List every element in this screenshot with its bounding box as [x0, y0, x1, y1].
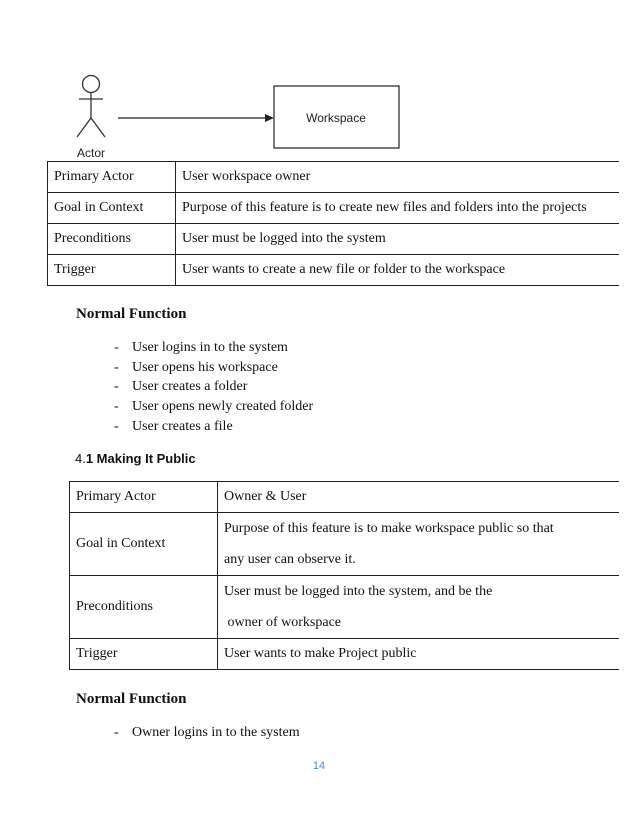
- section-number: 4.: [75, 451, 86, 466]
- table-row: [70, 639, 620, 670]
- list-item: - User creates a folder: [114, 379, 248, 395]
- table-row: [48, 224, 620, 255]
- use-case-table-make-public: [69, 481, 619, 670]
- table-row: [70, 576, 620, 639]
- table-row: [48, 255, 620, 286]
- use-case-table-create-files: [47, 161, 619, 286]
- normal-function-list: [114, 338, 313, 437]
- list-item: - User creates a file: [114, 418, 233, 434]
- table-cell-value: Purpose of this feature is to make workspace public so that any user can observe it.: [218, 513, 620, 576]
- table-cell-label: Goal in Context: [70, 513, 218, 576]
- list-item: - User opens his workspace: [114, 359, 278, 375]
- workspace-label: Workspace: [306, 111, 366, 125]
- table-cell-label: Trigger: [48, 255, 176, 286]
- table-cell-value: Purpose of this feature is to create new files and folders into the projects: [176, 193, 620, 224]
- table-cell-label: Primary Actor: [70, 482, 218, 513]
- table-row: [70, 482, 620, 513]
- section-title: [75, 451, 196, 466]
- actor-label: Actor: [76, 146, 106, 160]
- list-item: - User logins in to the system: [114, 340, 288, 355]
- table-cell-label: Goal in Context: [48, 193, 176, 224]
- table-cell-value: User must be logged into the system, and be the owner of workspace: [218, 576, 620, 639]
- list-item: - User opens newly created folder: [114, 399, 314, 415]
- table-cell-value: User workspace owner: [176, 162, 620, 193]
- table-cell-label: Preconditions: [48, 224, 176, 255]
- normal-function-heading: Normal Function: [76, 691, 187, 707]
- table-cell-label: Trigger: [70, 639, 218, 670]
- normal-function-list: [114, 723, 300, 743]
- association-arrow: [118, 114, 274, 122]
- use-case-diagram: [0, 0, 638, 162]
- table-row: [70, 513, 620, 576]
- table-cell-value: User wants to create a new file or folder to the workspace: [176, 255, 620, 286]
- normal-function-heading: Normal Function: [76, 306, 187, 322]
- table-row: [48, 193, 620, 224]
- table-cell-value: User must be logged into the system: [176, 224, 620, 255]
- list-item: - Owner logins in to the system: [114, 725, 300, 740]
- page-number: 14: [312, 760, 326, 772]
- table-cell-value: Owner & User: [218, 482, 620, 513]
- section-title-text: 1 Making It Public: [85, 451, 196, 466]
- table-cell-label: Preconditions: [70, 576, 218, 639]
- table-row: [48, 162, 620, 193]
- table-cell-value: User wants to make Project public: [218, 639, 620, 670]
- actor-stick-figure-icon: [77, 76, 105, 138]
- table-cell-label: Primary Actor: [48, 162, 176, 193]
